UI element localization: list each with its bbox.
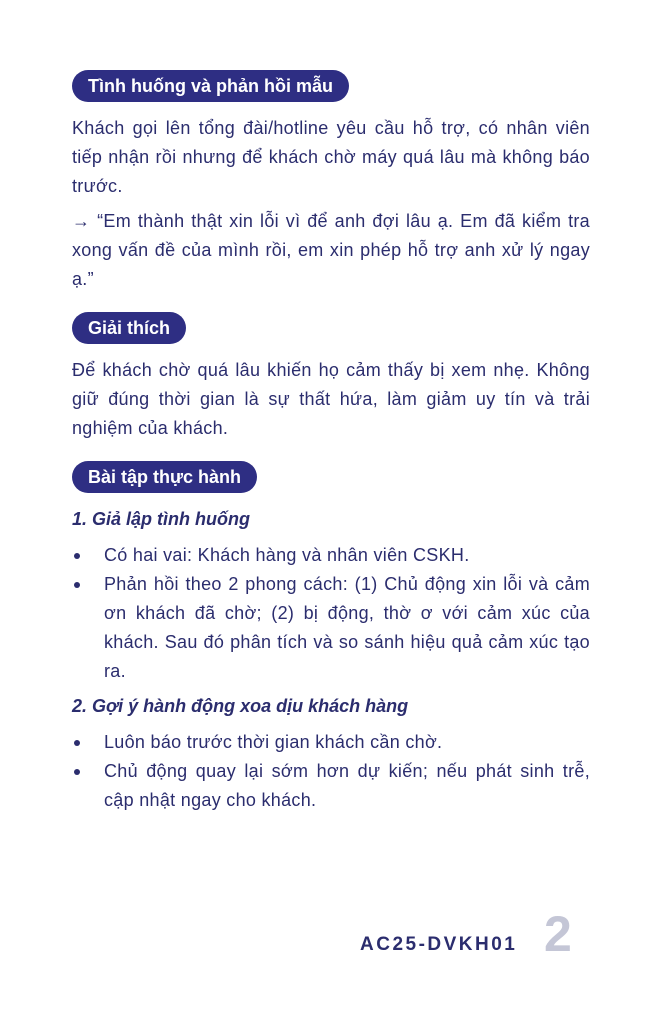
list-item: Phản hồi theo 2 phong cách: (1) Chủ động xin lỗi và cảm ơn khách đã chờ; (2) bị động, thờ ơ với cảm xúc của khách. Sau đó phân tích và so sánh hiệu quả cảm xúc tạo ra. bbox=[72, 570, 590, 686]
subheading-soothing-actions: 2. Gợi ý hành động xoa dịu khách hàng bbox=[72, 696, 409, 716]
scenario-paragraph: Khách gọi lên tổng đài/hotline yêu cầu hỗ trợ, có nhân viên tiếp nhận rồi nhưng để khách chờ máy quá lâu mà không báo trước. bbox=[72, 118, 590, 196]
page-number: 2 bbox=[544, 906, 572, 962]
list-item: Luôn báo trước thời gian khách cần chờ. bbox=[72, 728, 590, 757]
explanation-paragraph: Để khách chờ quá lâu khiến họ cảm thấy bị xem nhẹ. Không giữ đúng thời gian là sự thất hứa, làm giảm uy tín và trải nghiệm của khách. bbox=[72, 360, 590, 438]
document-body bbox=[72, 70, 590, 833]
soothing-actions-list bbox=[72, 728, 590, 815]
section-scenario bbox=[72, 70, 590, 294]
bullet-icon bbox=[74, 769, 80, 775]
list-item: Có hai vai: Khách hàng và nhân viên CSKH. bbox=[72, 541, 590, 570]
section-title-practice: Bài tập thực hành bbox=[72, 461, 257, 493]
bullet-icon bbox=[74, 553, 80, 559]
section-explanation bbox=[72, 312, 590, 443]
section-title-explanation: Giải thích bbox=[72, 312, 186, 344]
section-practice bbox=[72, 461, 590, 815]
list-item: Chủ động quay lại sớm hơn dự kiến; nếu phát sinh trễ, cập nhật ngay cho khách. bbox=[72, 757, 590, 815]
subheading-simulation: 1. Giả lập tình huống bbox=[72, 509, 250, 529]
section-title-scenario: Tình huống và phản hồi mẫu bbox=[72, 70, 349, 102]
bullet-icon bbox=[74, 582, 80, 588]
document-code: AC25-DVKH01 bbox=[360, 934, 518, 955]
simulation-list bbox=[72, 541, 590, 686]
bullet-icon bbox=[74, 740, 80, 746]
sample-response: → “Em thành thật xin lỗi vì để anh đợi lâu ạ. Em đã kiểm tra xong vấn đề của mình rồi, em xin phép hỗ trợ anh xử lý ngay ạ.” bbox=[72, 211, 590, 289]
